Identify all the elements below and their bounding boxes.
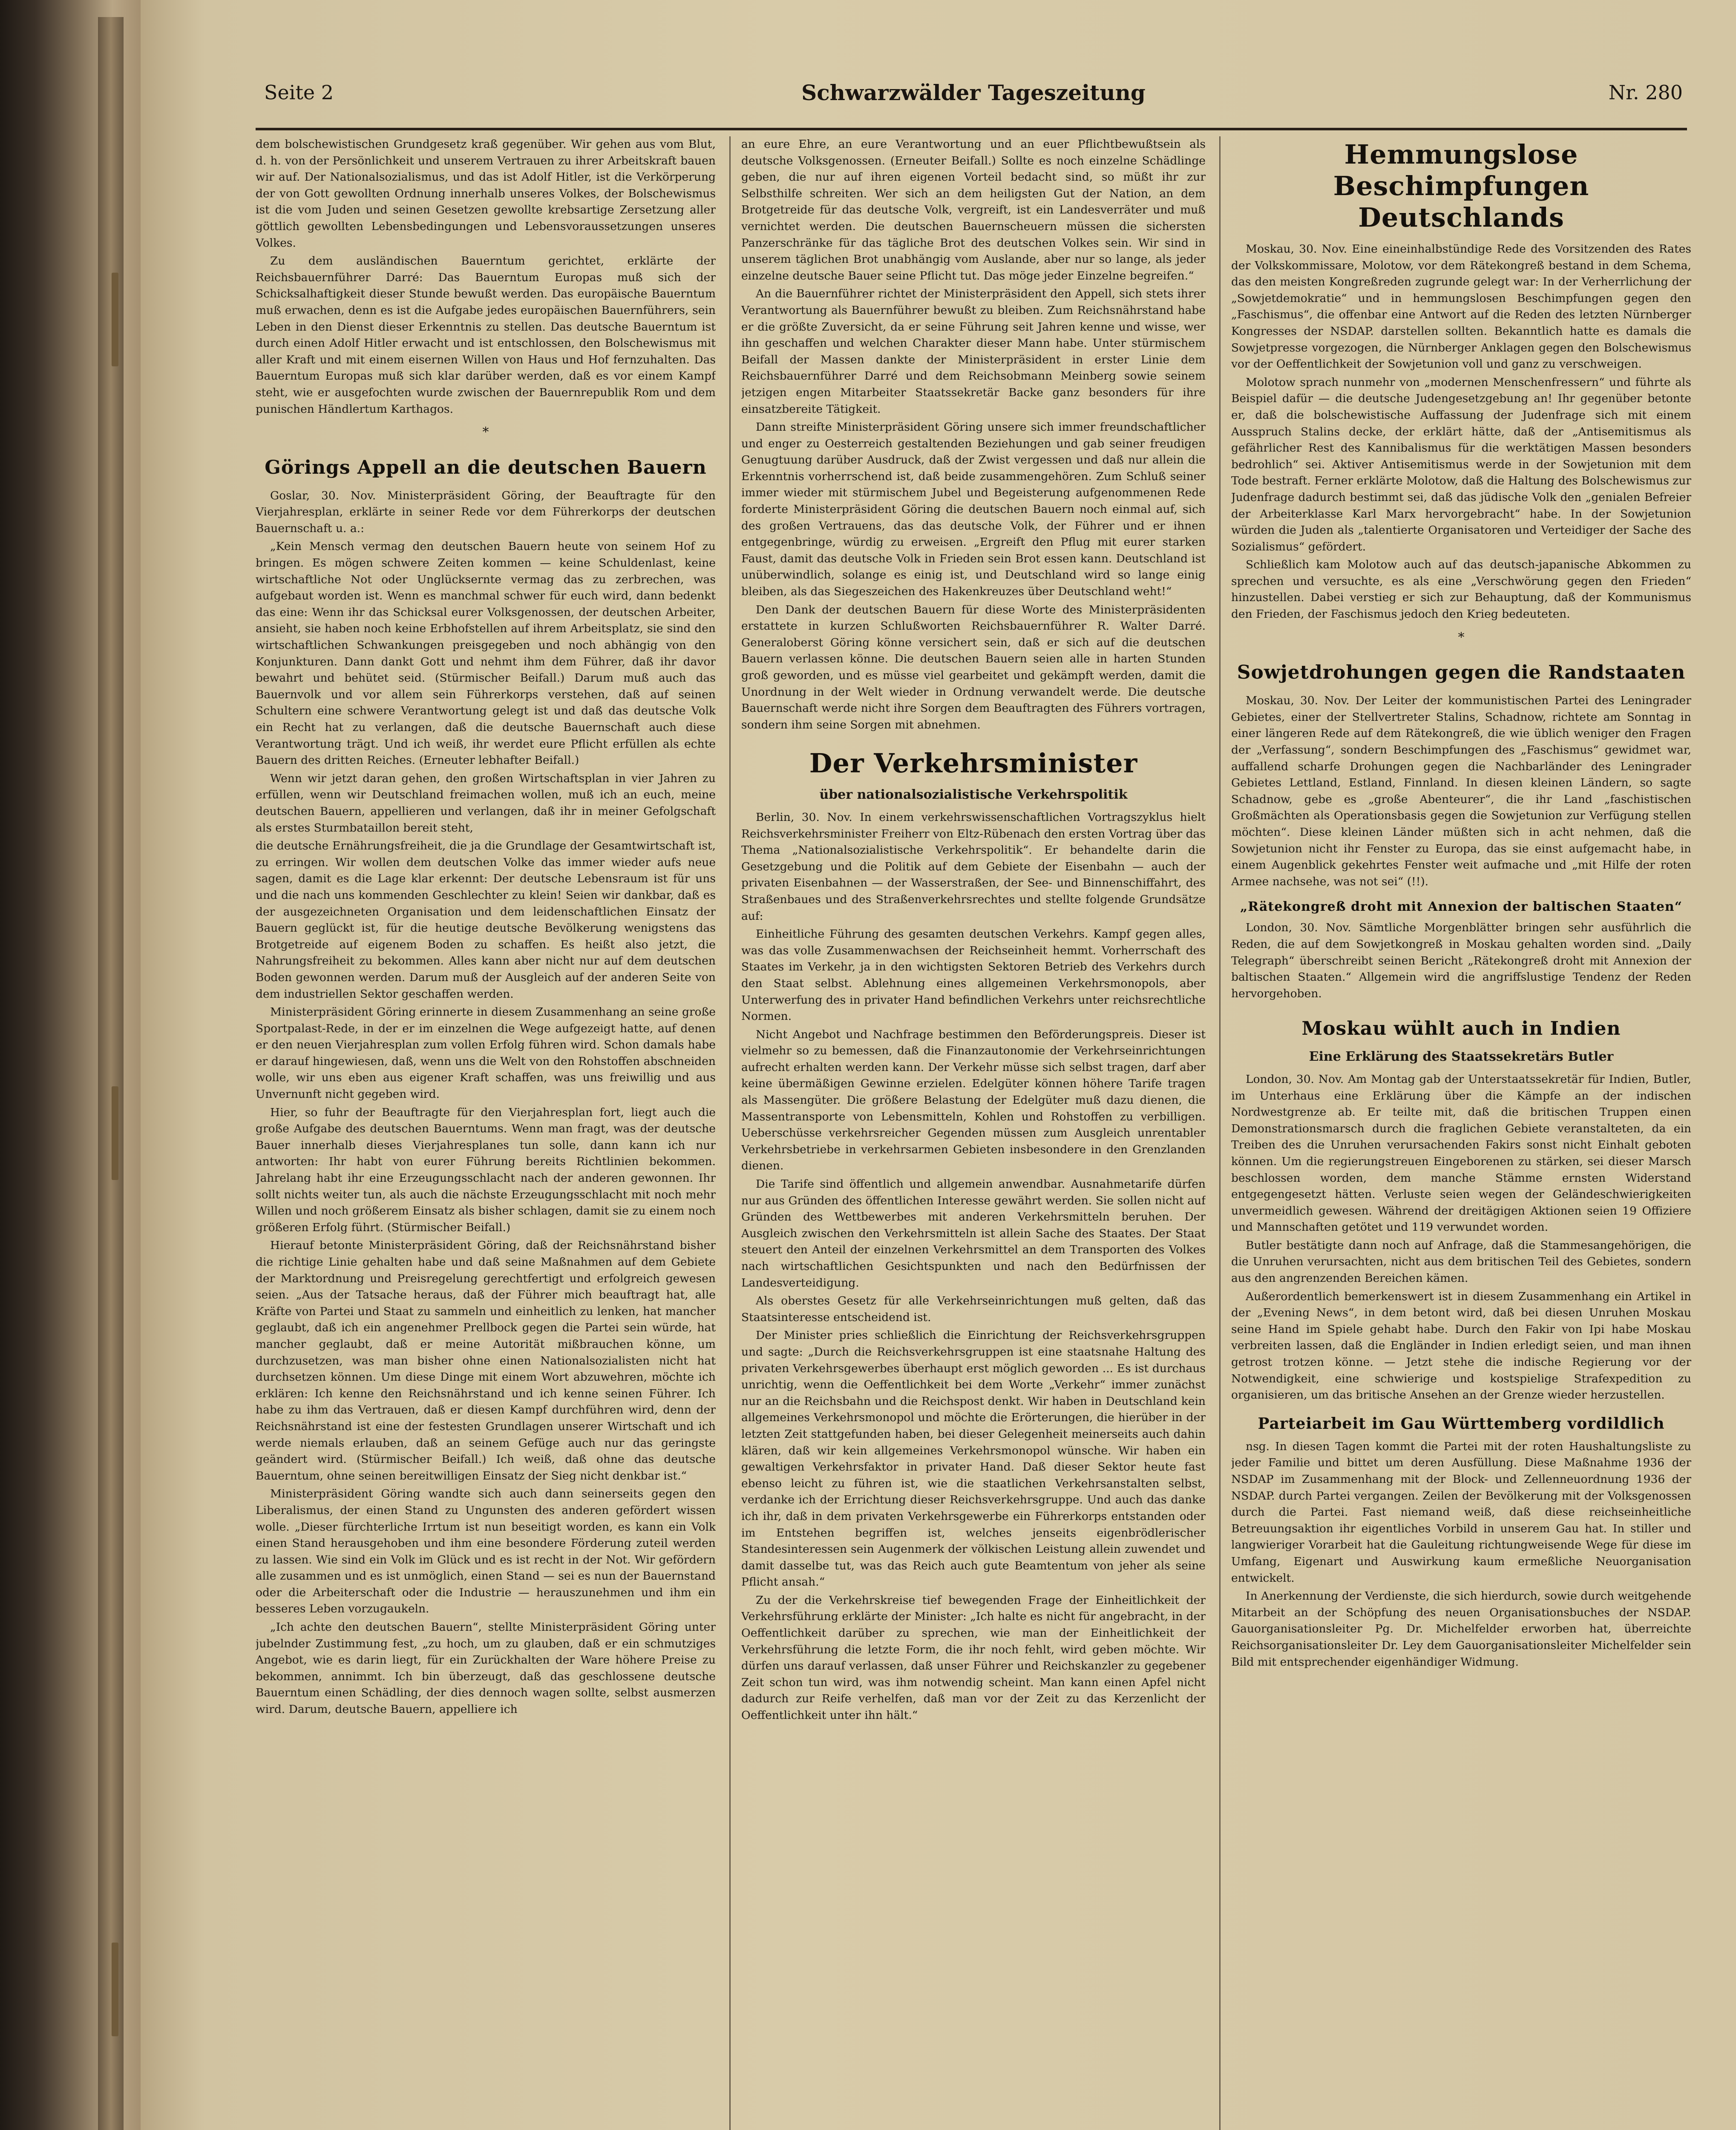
paragraph: Dann streifte Ministerpräsident Göring unsere sich immer freundschaftlicher und enger zu Oesterreich gestaltenden Beziehungen und gab seiner freudigen Genugtuung darüber Ausdruck, daß der Zwist vergessen und daß nur allein die Erkenntnis vorherrschend ist, daß beide zusammengehören. Zum Schluß seiner immer wieder mit stürmischem Jubel und Begeisterung aufgenommenen Rede forderte Ministerpräsident Göring die deutschen Bauern noch einmal auf, sich des großen Vertrauens, das das deutsche Volk, der Führer und er ihnen entgegenbringe, würdig zu erweisen. „Ergreift den Pflug mit eurer starken Faust, damit das deutsche Volk in Frieden sein Brot essen kann. Deutschland ist unüberwindlich, solange es einig ist, und Deutschland wird so lange einig bleiben, als das Siegeszeichen des Hakenkreuzes über Deutschland weht!“ [741, 420, 1206, 599]
paragraph: die deutsche Ernährungsfreiheit, die ja die Grundlage der Gesamtwirtschaft ist, zu erringen. Wir wollen dem deutschen Volke das immer wieder aufs neue sagen, damit es die Lage klar erkennt: Der deutsche Lebensraum ist für uns und die nach uns kommenden Geschlechter zu klein! Seien wir dankbar, daß es der ausgezeichneten Organisation und dem leidenschaftlichen Einsatz der Bauern geglückt ist, für die heutige deutsche Bevölkerung wenigstens das Brotgetreide auf eigenem Boden zu schaffen. Es heißt also jetzt, die Nahrungsfreiheit zu bekommen. Alles kann aber nicht nur auf dem deutschen Boden gewonnen werden. Darum muß der Ausgleich auf der anderen Seite von dem industriellen Sektor geschaffen werden. [256, 839, 716, 1001]
column-3 [1231, 136, 1691, 2130]
paragraph: „Ich achte den deutschen Bauern“, stellte Ministerpräsident Göring unter jubelnder Zustimmung fest, „zu hoch, um zu glauben, daß er ein schmutziges Angebot, wie es darin liegt, für ein Zurückhalten der Ware höhere Preise zu bekommen, annimmt. Ich bin überzeugt, daß das geschlossene deutsche Bauerntum einen Schädling, der dies dennoch wagen sollte, selbst ausmerzen wird. Darum, deutsche Bauern, appelliere ich [256, 1621, 716, 1716]
paragraph: Hier, so fuhr der Beauftragte für den Vierjahresplan fort, liegt auch die große Aufgabe des deutschen Bauerntums. Wenn man fragt, was der deutsche Bauer innerhalb dieses Vierjahresplanes tun solle, dann kann ich nur antworten: Ihr habt von eurer Führung bereits Richtlinien bekommen. Jahrelang habt ihr eine Erzeugungsschlacht nach der anderen gewonnen. Ihr sollt nichts weiter tun, als auch die nächste Erzeugungsschlacht mit noch mehr Willen und noch größerem Einsatz als bisher schlagen, damit sie zu einem noch größeren Erfolg führt. (Stürmischer Beifall.) [256, 1105, 716, 1234]
column-1 [256, 136, 716, 2130]
paragraph: Hierauf betonte Ministerpräsident Göring, daß der Reichsnährstand bisher die richtige Linie gehalten habe und daß seine Maßnahmen auf dem Gebiete der Marktordnung und Preisregelung gerechtfertigt und erfolgreich gewesen seien. „Aus der Tatsache heraus, daß der Führer mich beauftragt hat, alle Kräfte von Partei und Staat zu sammeln und einheitlich zu lenken, hat mancher geglaubt, daß ich ein angenehmer Prellbock gegen die Partei sein würde, hat mancher geglaubt, daß er meine Autorität mißbrauchen könne, um durchzusetzen, was man bisher ohne einen Nationalsozialisten nicht hat durchsetzen können. Um diese Dinge mit einem Wort abzuwehren, möchte ich erklären: Ich kenne den Reichsnährstand und ich kenne seinen Führer. Ich habe zu ihm das Vertrauen, daß er diesen Kampf durchführen wird, denn der Reichsnährstand ist eine der festesten Grundlagen unserer Wirtschaft und ich werde niemals erlauben, daß an seinem Gefüge auch nur das geringste geändert wird. (Stürmischer Beifall.) Ich weiß, daß ohne das deutsche Bauerntum, ohne seinen bereitwilligen Einsatz der Sieg nicht denkbar ist.“ [256, 1239, 716, 1482]
paragraph: Der Minister pries schließlich die Einrichtung der Reichsverkehrsgruppen und sagte: „Durch die Reichsverkehrsgruppen ist eine staatsnahe Haltung des privaten Verkehrsgewerbes überhaupt erst möglich geworden ... Es ist durchaus unrichtig, wenn die Oeffentlichkeit bei dem Worte „Verkehr“ immer zunächst nur an die Reichsbahn und die Reichspost denkt. Wir haben in Deutschland kein allgemeines Verkehrsmonopol und möchte die Erörterungen, die hierüber in der letzten Zeit stattgefunden haben, bei dieser Gelegenheit meinerseits auch dahin klären, daß wir kein allgemeines Verkehrsmonopol wünsche. Wir haben ein gewaltigen Verkehrsfaktor in privater Hand. Daß dieser Sektor heute fast ebenso leicht zu führen ist, wie die staatlichen Verkehrsanstalten selbst, verdanke ich der Errichtung dieser Reichsverkehrsgruppe. Und auch das danke ich ihr, daß in dem privaten Verkehrsgewerbe ein Führerkorps entstanden oder im Entstehen begriffen ist, welches jenseits eigenbrödlerischer Standesinteressen sein Augenmerk der völkischen Leistung allein zuwendet und damit dasselbe tut, was das Reich auch gute Beamtentum von jeher als seine Pflicht ansah.“ [741, 1329, 1206, 1589]
paragraph: Nicht Angebot und Nachfrage bestimmen den Beförderungspreis. Dieser ist vielmehr so zu bemessen, daß die Finanzautonomie der Verkehrseinrichtungen aufrecht erhalten werden kann. Der Verkehr müsse sich selbst tragen, darf aber keine übermäßigen Gewinne erzielen. Edelgüter können höhere Tarife tragen als Massengüter. Die größere Belastung der Edelgüter muß dazu dienen, die Massentransporte von Lebensmitteln, Kohlen und Rohstoffen zu verbilligen. Ueberschüsse verkehrsreicher Gegenden müssen zum Ausgleich unrentabler Verkehrsbetriebe in verkehrsarmen Gebieten insbesondere in den Grenzlanden dienen. [741, 1028, 1206, 1173]
binding-mark [112, 1943, 118, 2036]
paragraph: dem bolschewistischen Grundgesetz kraß gegenüber. Wir gehen aus vom Blut, d. h. von der Persönlichkeit und unserem Vertrauen zu ihrer Arbeitskraft bauen wir auf. Der Nationalsozialismus, und das ist Adolf Hitler, ist die Verkörperung der von Gott gewollten Ordnung innerhalb unseres Volkes, der Bolschewismus ist die vom Juden und seinen Gesetzen gewollte krebsartige Zersetzung aller göttlich gewollten Lebensbedingungen und Lebensvoraussetzungen unseres Volkes. [256, 138, 716, 250]
book-binding [98, 17, 124, 2130]
article-text [1231, 139, 1691, 1670]
paragraph: Moskau, 30. Nov. Eine eineinhalbstündige Rede des Vorsitzenden des Rates der Volkskommissare, Molotow, vor dem Rätekongreß bestand in dem Schema, das den meisten Kongreßreden zugrunde gelegt war: In der Verherrlichung der „Sowjetdemokratie“ und in hemmungslosen Beschimpfungen gegen den „Faschismus“, die offenbar eine Antwort auf die Reden des letzten Nürnberger Kongresses der NSDAP. darstellen sollten. Bekanntlich hatte es damals die Sowjetpresse vorgezogen, die Nürnberger Anklagen gegen den Bolschewismus vor der Oeffentlichkeit der Sowjetunion voll und ganz zu verschweigen. [1231, 242, 1691, 371]
newspaper-title: Schwarzwälder Tageszeitung [801, 80, 1146, 105]
headline-sowjetdrohungen: Sowjetdrohungen gegen die Randstaaten [1237, 662, 1686, 684]
paragraph: Die Tarife sind öffentlich und allgemein anwendbar. Ausnahmetarife dürfen nur aus Gründen des öffentlichen Interesse gewährt werden. Sie sollen nicht auf Gründen des Wettbewerbes mit anderen Verkehrsmitteln beruhen. Der Ausgleich zwischen den Verkehrsmitteln ist allein Sache des Staates. Der Staat steuert den Anteil der einzelnen Verkehrsmittel an dem Transporten des Volkes nach wirtschaftlichen Gesichtspunkten und nach den Bedürfnissen der Landesverteidigung. [741, 1177, 1206, 1290]
paragraph: Butler bestätigte dann noch auf Anfrage, daß die Stammesangehörigen, die die Unruhen verursachten, nicht aus dem britischen Teil des Gebietes, sondern aus den angrenzenden Bereichen kämen. [1231, 1238, 1691, 1285]
paragraph: Schließlich kam Molotow auch auf das deutsch-japanische Abkommen zu sprechen und versuchte, es als eine „Verschwörung gegen den Frieden“ hinzustellen. Dabei verstieg er sich zur Behauptung, daß der Kommunismus den Frieden, der Faschismus jedoch den Krieg bedeuteten. [1231, 558, 1691, 621]
paragraph: An die Bauernführer richtet der Ministerpräsident den Appell, sich stets ihrer Verantwortung als Bauernführer bewußt zu bleiben. Zum Reichsnährstand habe er die größte Zuversicht, da er seine Führung seit Jahren kenne und wisse, wer ihn geschaffen und welchen Charakter dieser Mann habe. Unter stürmischem Beifall der Massen dankte der Ministerpräsident in erster Linie dem Reichsbauernführer Darré und dem Reichsobmann Meinberg sowie seinem jetzigen engen Mitarbeiter Staatssekretär Backe ganz besonders für ihre einsatzbereite Tätigkeit. [741, 287, 1206, 416]
paragraph: Goslar, 30. Nov. Ministerpräsident Göring, der Beauftragte für den Vierjahresplan, erklärte in seiner Rede vor dem Führerkorps der deutschen Bauernschaft u. a.: [256, 489, 716, 535]
paragraph: Moskau, 30. Nov. Der Leiter der kommunistischen Partei des Leningrader Gebietes, einer der Stellvertreter Stalins, Schadnow, richtete am Sonntag in einer längeren Rede auf dem Rätekongreß, die wie üblich weniger den Fragen der „Verfassung“, sondern Beschimpfungen des „Faschismus“ gewidmet war, auffallend scharfe Drohungen gegen die Nachbarländer des Leningrader Gebietes Lettland, Estland, Finnland. In diesen kleinen Ländern, so sagte Schadnow, gebe es „große Abenteurer“, die ihr Land „faschistischen Großmächten als Operationsbasis gegen die Sowjetunion zur Verfügung stellen möchten“. Diese kleinen Länder müßten sich in acht nehmen, daß die Sowjetunion nicht ihr Fenster zu Europa, das sie einst aufgemacht habe, in einem Augenblick gekehrtes Fenster weit aufmache und „mit Hilfe der roten Armee nachsehe, was not sei“ (!!). [1231, 694, 1691, 888]
headline-goering-appell: Görings Appell an die deutschen Bauern [265, 456, 707, 478]
paragraph: Ministerpräsident Göring wandte sich auch dann seinerseits gegen den Liberalismus, der einen Stand zu Ungunsten des anderen gefördert wissen wolle. „Dieser fürchterliche Irrtum ist nun beseitigt worden, es kann ein Volk einen Stand herausgehoben und ihm eine besondere Förderung zuteil werden zu lassen. Wie sind ein Volk im Glück und es ist recht in der Not. Wir gefördern alle zusammen und es ist unmöglich, einen Stand — sei es nun der Bauernstand oder die Arbeiterschaft oder die Industrie — herauszunehmen und ihm ein besseres Leben vorzugaukeln. [256, 1487, 716, 1616]
page-number: Seite 2 [264, 81, 334, 104]
headline-raetekongress: „Rätekongreß droht mit Annexion der baltischen Staaten“ [1240, 899, 1682, 915]
column-divider [729, 136, 731, 2130]
binding-mark [112, 1086, 118, 1180]
binding-mark [112, 273, 118, 366]
paragraph: London, 30. Nov. Am Montag gab der Unterstaatssekretär für Indien, Butler, im Unterhaus eine Erklärung über die Kämpfe an der indischen Nordwestgrenze ab. Er teilte mit, daß die britischen Truppen einen Demonstrationsmarsch durch die fraglichen Gebiete veranstalteten, da ein Treiben des die Unruhen verursachenden Fakirs sonst nicht Einhalt geboten können. Um die regierungstreuen Eingeborenen zu stärken, sei dieser Marsch beschlossen worden, dem manche Stämme ernsten Widerstand entgegengesetzt hätten. Verluste seien wegen der Geländeschwierigkeiten unvermeidlich gewesen. Während der dreitägigen Aktionen seien 19 Offiziere und Mannschaften getötet und 119 verwundet worden. [1231, 1072, 1691, 1234]
paragraph: In Anerkennung der Verdienste, die sich hierdurch, sowie durch weitgehende Mitarbeit an der Schöpfung des neuen Organisationsbuches der NSDAP. Gauorganisationsleiter Pg. Dr. Michelfelder erworben hat, überreichte Reichsorganisationsleiter Dr. Ley dem Gauorganisationsleiter Michelfelder sein Bild mit entsprechender eigenhändiger Widmung. [1231, 1589, 1691, 1669]
column-2 [741, 136, 1206, 2130]
article-text [741, 136, 1206, 1724]
separator-star: * [482, 425, 489, 440]
paragraph: Außerordentlich bemerkenswert ist in diesem Zusammenhang ein Artikel in der „Evening News“, in dem betont wird, daß bei diesen Unruhen Moskau seine Hand im Spiele gehabt habe. Durch den Fakir von Ipi habe Moskau verbreiten lassen, daß die Engländer in Indien erledigt seien, und man ihnen getrost trotzen könne. — Jetzt stehe die indische Regierung vor der Notwendigkeit, eine schwierige und kostspielige Strafexpedition zu organisieren, um das britische Ansehen an der Grenze wieder herzustellen. [1231, 1290, 1691, 1402]
paragraph: Zu dem ausländischen Bauerntum gerichtet, erklärte der Reichsbauernführer Darré: Das Bauerntum Europas muß sich der Schicksalhaftigkeit dieser Stunde bewußt werden. Das europäische Bauerntum muß erwachen, denn es ist die Aufgabe jedes europäischen Bauernführers, sein Leben in den Dienst dieser Erkenntnis zu stellen. Das deutsche Bauerntum ist durch einen Adolf Hitler erwacht und ist entschlossen, den Bolschewismus mit aller Kraft und mit einem eisernen Willen von Haus und Hof fernzuhalten. Das Bauerntum Europas muß sich klar darüber werden, daß es vor einem Kampf steht, wie er ausgefochten wurde zwischen der Bauernrepublik Rom und dem punischen Händlertum Karthagos. [256, 254, 716, 416]
paragraph: London, 30. Nov. Sämtliche Morgenblätter bringen sehr ausführlich die Reden, die auf dem Sowjetkongreß in Moskau gehalten worden sind. „Daily Telegraph“ überschreibt seinen Bericht „Rätekongreß droht mit Annexion der baltischen Staaten.“ Allgemein wird die angriffslustige Tendenz der Reden hervorgehoben. [1231, 921, 1691, 1000]
subheadline: Eine Erklärung des Staatssekretärs Butler [1309, 1049, 1614, 1065]
page-header [264, 77, 1683, 119]
paragraph: Als oberstes Gesetz für alle Verkehrseinrichtungen muß gelten, daß das Staatsinteresse entscheidend ist. [741, 1294, 1206, 1324]
paragraph: Ministerpräsident Göring erinnerte in diesem Zusammenhang an seine große Sportpalast-Rede, in der er im einzelnen die Wege aufgezeigt hatte, auf denen er den neuen Vierjahresplan zum vollen Erfolg führen wird. Schon damals habe er darauf hingewiesen, daß, wenn uns die Welt von den Rohstoffen abschneiden wolle, wir uns eben aus eigener Kraft schaffen, was uns freiwillig und aus Unvernunft nicht gegeben wird. [256, 1005, 716, 1101]
paragraph: Wenn wir jetzt daran gehen, den großen Wirtschaftsplan in vier Jahren zu erfüllen, wenn wir Deutschland freimachen wollen, muß ich an euch, meine deutschen Bauern, appellieren und verlangen, daß ihr in meiner Gefolgschaft als erstes Sturmbataillon bereit steht, [256, 771, 716, 835]
separator-star: * [1458, 630, 1465, 645]
paragraph: nsg. In diesen Tagen kommt die Partei mit der roten Haushaltungsliste zu jeder Familie und bittet um deren Ausfüllung. Diese Maßnahme 1936 der NSDAP im Zusammenhang mit der Block- und Zellenneuordnung 1936 der NSDAP. durch Partei vergangen. Zeilen der Bevölkerung mit der Volksgenossen durch die Partei. Fast niemand weiß, daß diese reichseinheitliche Betreuungsaktion ihr eigentliches Vorbild in unserem Gau hat. In stiller und langwieriger Vorarbeit hat die Gauleitung richtungweisende Wege für diese im Umfang, Eigenart und Auswirkung kaum ermeßliche Neuorganisation entwickelt. [1231, 1439, 1691, 1585]
paragraph: Zu der die Verkehrskreise tief bewegenden Frage der Einheitlichkeit der Verkehrsführung erklärte der Minister: „Ich halte es nicht für angebracht, in der Oeffentlichkeit darüber zu sprechen, wie man der Einheitlichkeit der Verkehrsführung die letzte Form, die ihr noch fehlt, wird geben möchte. Wir dürfen uns darauf verlassen, daß unser Führer und Reichskanzler zu gegebener Zeit schon tun wird, was ihm notwendig scheint. Man kann einen Apfel nicht dadurch zur Reife verhelfen, daß man vor der Zeit zu das Kerzenlicht der Oeffentlichkeit unter ihn hält.“ [741, 1593, 1206, 1722]
headline-beschimpfungen: Hemmungslose Beschimpfungen Deutschlands [1333, 139, 1589, 233]
column-divider [1219, 136, 1221, 2130]
paragraph: Einheitliche Führung des gesamten deutschen Verkehrs. Kampf gegen alles, was das volle Zusammenwachsen der Reichseinheit hemmt. Vorherrschaft des Staates im Verkehr, ja in den wichtigsten Sektoren Betrieb des Verkehrs durch den Staat selbst. Ablehnung eines allgemeinen Verkehrsmonopols, aber Unterwerfung des in privater Hand befindlichen Verkehrs unter reichsrechtliche Normen. [741, 927, 1206, 1023]
paragraph: Den Dank der deutschen Bauern für diese Worte des Ministerpräsidenten erstattete in kurzen Schlußworten Reichsbauernführer R. Walter Darré. Generaloberst Göring könne versichert sein, daß er sich auf die deutschen Bauern verlassen könne. Die deutschen Bauern seien alle in harten Stunden groß geworden, und es müsse viel gearbeitet und gekämpft werden, damit die Unordnung in der Welt wieder in Ordnung verwandelt werde. Die deutsche Bauernschaft werde nicht ihre Sorgen dem Beauftragten des Führers vortragen, sondern ihm seine Sorgen mit abnehmen. [741, 603, 1206, 731]
article-text [256, 136, 716, 1718]
headline-parteiarbeit: Parteiarbeit im Gau Württemberg vordildlich [1258, 1414, 1665, 1433]
paragraph: „Kein Mensch vermag den deutschen Bauern heute von seinem Hof zu bringen. Es mögen schwere Zeiten kommen — keine Schuldenlast, keine wirtschaftliche Not oder Unglücksernte vermag das zu zerbrechen, was aufgebaut worden ist. Wenn es manchmal schwer für euch wird, dann bedenkt das eine: Wenn ihr das Schicksal eurer Volksgenossen, der deutschen Arbeiter, ansieht, sie haben noch keine Erbhofstellen auf ihrem Arbeitsplatz, sie sind den wirtschaftlichen Schwankungen preisgegeben und noch abhängig von den Konjunkturen. Dann dankt Gott und nehmt ihm dem Führer, daß ihr davor bewahrt und behütet seid. (Stürmischer Beifall.) Darum muß auch das Bauernvolk und vor allem sein Führerkorps verstehen, daß auf seinen Schultern eine schwere Verantwortung gelegt ist und daß das deutsche Volk ein Recht hat zu verlangen, daß die deutsche Bauernschaft auch diese Verantwortung trägt. Und ich weiß, ihr werdet eure Pflicht erfüllen als echte Bauern des dritten Reiches. (Erneuter lebhafter Beifall.) [256, 540, 716, 767]
paragraph: Molotow sprach nunmehr von „modernen Menschenfressern“ und führte als Beispiel dafür — die deutsche Judengesetzgebung an! Ihr gegenüber betonte er, daß die bolschewistische Auffassung der Judenfrage sich mit einem Ausspruch Stalins decke, der erklärt hätte, daß der „Antisemitismus als gefährlicher Rest des Kannibalismus für die werktätigen Massen besonders bedrohlich“ sei. Aktiver Antisemitismus werde in der Sowjetunion mit dem Tode bestraft. Ferner erklärte Molotow, daß die Haltung des Bolschewismus zur Judenfrage dadurch bestimmt sei, daß das jüdische Volk den „genialen Befreier der Arbeiterklasse Karl Marx hervorgebracht“ habe. In der Sowjetunion würden die Juden als „talentierte Organisatoren und Verteidiger der Sache des Sozialismus“ gefördert. [1231, 375, 1691, 553]
issue-number: Nr. 280 [1608, 81, 1683, 104]
subheadline: über nationalsozialistische Verkehrspolitik [819, 787, 1128, 803]
header-rule [256, 128, 1687, 130]
headline-verkehrsminister: Der Verkehrsminister [809, 748, 1138, 779]
paragraph: Berlin, 30. Nov. In einem verkehrswissenschaftlichen Vortragszyklus hielt Reichsverkehrsminister Freiherr von Eltz-Rübenach den ersten Vortrag über das Thema „Nationalsozialistische Verkehrspolitik“. Er behandelte darin die Gesetzgebung und die Politik auf dem Gebiete der Eisenbahn — auch der privaten Eisenbahnen — der Wasserstraßen, der See- und Binnenschiffahrt, des Straßenbaues und des Straßenverkehrsrechtes und stellte folgende Grundsätze auf: [741, 810, 1206, 923]
headline-moskau-indien: Moskau wühlt auch in Indien [1301, 1018, 1621, 1040]
paragraph: an eure Ehre, an eure Verantwortung und an euer Pflichtbewußtsein als deutsche Volksgenossen. (Erneuter Beifall.) Sollte es noch einzelne Schädlinge geben, die nur auf ihren eigenen Vorteil bedacht sind, so müßt ihr zur Selbsthilfe schreiten. Wer sich an dem heiligsten Gut der Nation, an dem Brotgetreide für das deutsche Volk, vergreift, ist ein Landesverräter und muß vernichtet werden. Die deutschen Bauernscheuern müssen die sichersten Panzerschränke für das tägliche Brot des deutschen Volkes sein. Wir sind in unserem täglichen Brot unabhängig vom Auslande, aber nur so lange, als jeder einzelne deutsche Bauer seine Pflicht tut. Das möge jeder Einzelne begreifen.“ [741, 138, 1206, 282]
